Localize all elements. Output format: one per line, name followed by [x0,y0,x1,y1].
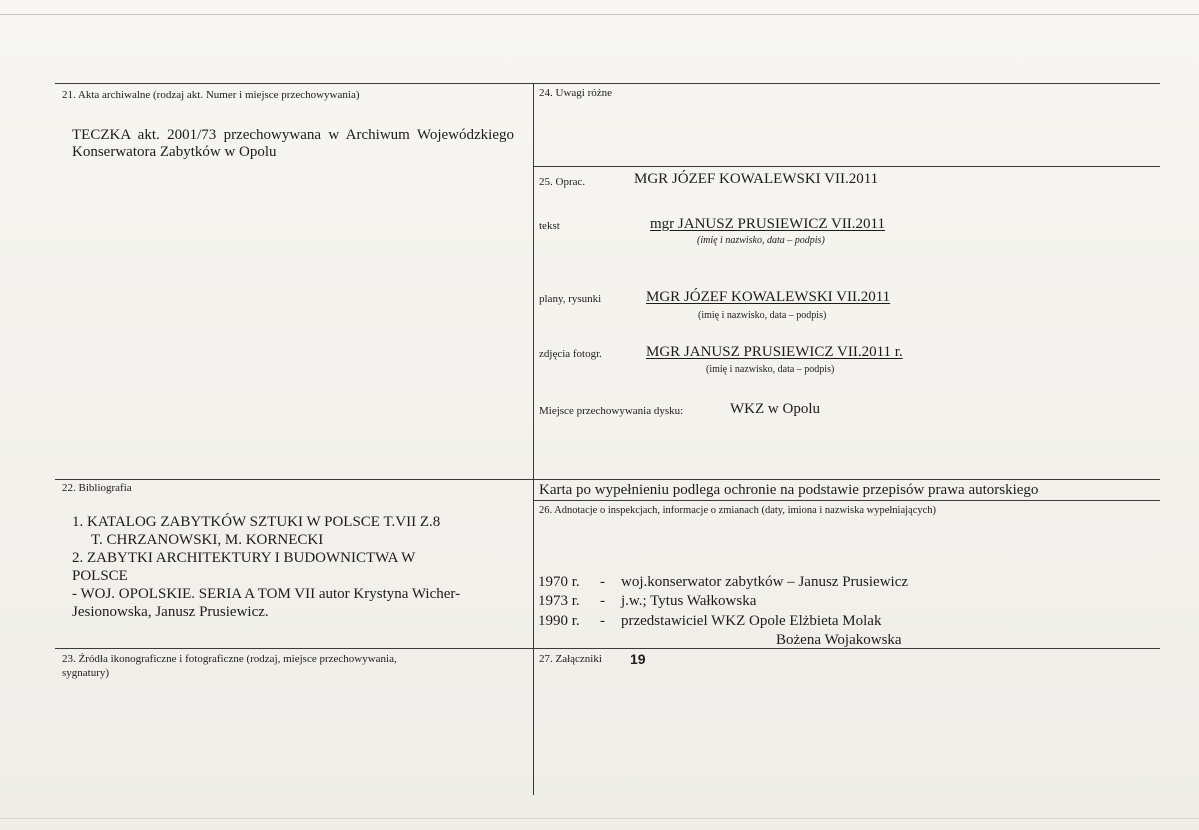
bibliography-line-4: POLSCE [72,568,128,584]
section-25-heading: 25. Oprac. [539,176,586,188]
attachments-count: 19 [630,651,646,667]
tekst-value: mgr JANUSZ PRUSIEWICZ VII.2011 [650,216,885,232]
entry-text: j.w.; Tytus Wałkowska [621,593,757,609]
plany-label: plany, rysunki [539,293,602,305]
oprac-value: MGR JÓZEF KOWALEWSKI VII.2011 [634,171,879,187]
bibliography-line-5: - WOJ. OPOLSKIE. SERIA A TOM VII autor Krystyna Wicher- [72,586,461,602]
section-23-heading-line-1: 23. Źródła ikonograficzne i fotograficzne (rodzaj, miejsce przechowywania, [62,653,397,665]
entry-dash: - [600,613,605,629]
plany-value: MGR JÓZEF KOWALEWSKI VII.2011 [646,289,891,305]
dysk-value: WKZ w Opolu [730,401,820,417]
section-24-heading: 24. Uwagi różne [539,87,613,99]
tekst-label: tekst [539,220,560,232]
tekst-caption: (imię i nazwisko, data – podpis) [697,235,825,246]
divider-row-3 [55,648,1160,649]
entry-text: przedstawiciel WKZ Opole Elżbieta Molak [621,613,882,629]
bibliography-line-6: Jesionowska, Janusz Prusiewicz. [72,604,269,620]
bibliography-line-2: T. CHRZANOWSKI, M. KORNECKI [91,532,324,548]
dysk-label: Miejsce przechowywania dysku: [539,405,684,417]
bibliography-line-1: 1. KATALOG ZABYTKÓW SZTUKI W POLSCE T.VII Z.8 [72,514,441,530]
entry-year: 1970 r. [538,574,580,590]
section-22-heading: 22. Bibliografia [62,482,132,494]
plany-caption: (imię i nazwisko, data – podpis) [698,310,827,321]
section-23-heading-line-2: sygnatury) [62,667,110,679]
divider-24-25 [533,166,1160,167]
section-27-heading: 27. Załączniki [539,653,602,665]
entry-dash: - [600,593,605,609]
zdjecia-label: zdjęcia fotogr. [539,348,602,360]
copyright-note: Karta po wypełnieniu podlega ochronie na podstawie przepisów prawa autorskiego [539,482,1039,498]
top-edge-line [0,14,1199,15]
entry-year: 1990 r. [538,613,580,629]
zdjecia-value: MGR JANUSZ PRUSIEWICZ VII.2011 r. [646,344,903,360]
divider-row-2 [55,479,1160,480]
divider-note-26 [533,500,1160,501]
zdjecia-caption: (imię i nazwisko, data – podpis) [706,364,835,375]
column-divider [533,83,534,795]
section-21-body: TECZKA akt. 2001/73 przechowywana w Archiwum Wojewódzkiego Konserwatora Zabytków w Opolu [72,127,514,160]
entry-year: 1973 r. [538,593,580,609]
bottom-edge-line [0,818,1199,819]
table-top-border [55,83,1160,84]
section-21-heading: 21. Akta archiwalne (rodzaj akt. Numer i miejsce przechowywania) [62,89,360,101]
entry-text: woj.konserwator zabytków – Janusz Prusiewicz [621,574,909,590]
section-26-heading: 26. Adnotacje o inspekcjach, informacje o zmianach (daty, imiona i nazwiska wypełniających) [539,505,937,516]
entry-continuation: Bożena Wojakowska [776,632,902,648]
entry-dash: - [600,574,605,590]
bibliography-line-3: 2. ZABYTKI ARCHITEKTURY I BUDOWNICTWA W [72,550,416,566]
